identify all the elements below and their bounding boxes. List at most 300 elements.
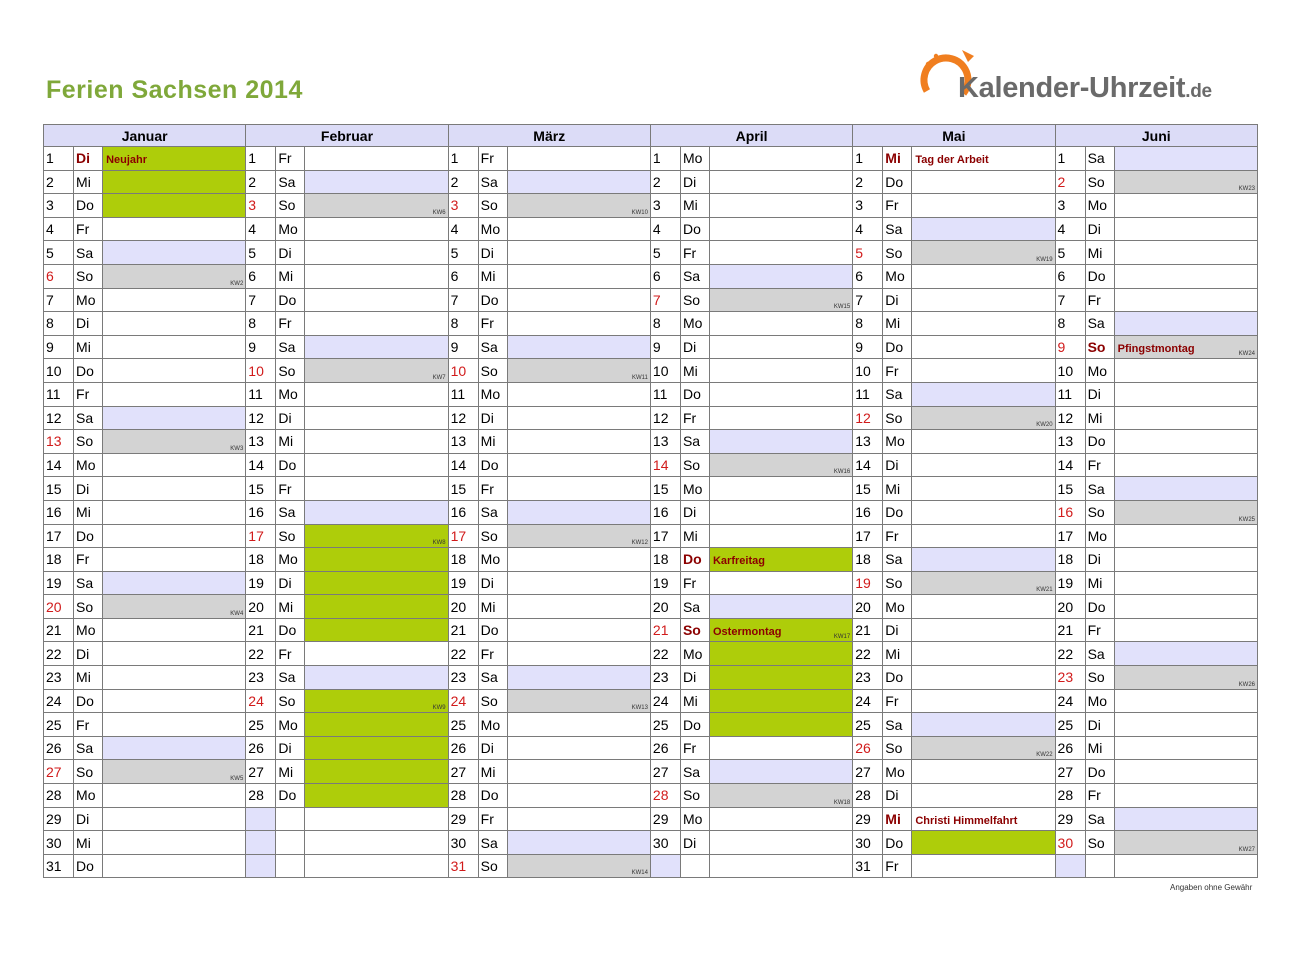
weekday: Do: [883, 335, 912, 359]
day-number: 23: [650, 666, 680, 690]
day-note: [912, 382, 1055, 406]
week-number-label: KW15: [833, 304, 851, 311]
day-number: 1: [650, 147, 680, 171]
weekday: Mo: [478, 382, 507, 406]
weekday: Do: [883, 500, 912, 524]
day-number: 20: [1055, 595, 1085, 619]
weekday: So: [74, 430, 103, 454]
day-note: [507, 618, 650, 642]
disclaimer-note: Angaben ohne Gewähr: [1170, 883, 1253, 892]
weekday: Mi: [680, 524, 709, 548]
vacation-cell: [305, 548, 448, 572]
weekday: Di: [680, 335, 709, 359]
empty-cell: [276, 854, 305, 878]
weekday: Do: [680, 713, 709, 737]
day-number: 11: [650, 382, 680, 406]
day-number: 16: [1055, 500, 1085, 524]
week-number-label: KW27: [1238, 846, 1255, 853]
day-note: [912, 713, 1055, 737]
week-number-label: KW24: [1238, 351, 1255, 358]
day-number: 6: [246, 264, 276, 288]
day-number: 11: [44, 382, 74, 406]
day-number: 23: [448, 666, 478, 690]
weekday: Di: [74, 312, 103, 336]
day-number: 21: [44, 618, 74, 642]
weekday: Mo: [74, 784, 103, 808]
day-note: [709, 194, 852, 218]
day-note: [103, 736, 246, 760]
day-number: 13: [650, 430, 680, 454]
weekday: Mo: [74, 453, 103, 477]
day-note: [1114, 571, 1257, 595]
day-number: 2: [448, 170, 478, 194]
weekday: Mi: [680, 359, 709, 383]
day-note: [305, 500, 448, 524]
day-number: 22: [246, 642, 276, 666]
day-note: [912, 359, 1055, 383]
weekday: Sa: [74, 241, 103, 265]
weekday: Di: [74, 642, 103, 666]
day-number: 8: [44, 312, 74, 336]
weekday: Mo: [478, 713, 507, 737]
logo-main: Kalender-Uhrzeit: [958, 72, 1186, 104]
weekday: Do: [74, 854, 103, 878]
weekday: Di: [276, 736, 305, 760]
day-number: 13: [246, 430, 276, 454]
holiday-day-number: 18: [650, 548, 680, 572]
day-number: 15: [246, 477, 276, 501]
day-note: [103, 618, 246, 642]
day-note: [709, 807, 852, 831]
weekday: Mi: [478, 760, 507, 784]
day-note: [912, 312, 1055, 336]
day-number: 12: [44, 406, 74, 430]
day-number: 23: [246, 666, 276, 690]
day-note: [912, 194, 1055, 218]
day-number: 20: [650, 595, 680, 619]
weekday: Fr: [74, 548, 103, 572]
day-note: [103, 571, 246, 595]
day-number: 3: [1055, 194, 1085, 218]
weekday: Do: [478, 288, 507, 312]
weekday: Fr: [1085, 453, 1114, 477]
day-note: [1114, 477, 1257, 501]
weekday: So: [680, 453, 709, 477]
weekday: Sa: [74, 406, 103, 430]
day-note: [305, 406, 448, 430]
day-number: 25: [44, 713, 74, 737]
weekday: Mo: [276, 713, 305, 737]
week-number-label: KW7: [432, 374, 446, 381]
day-number: 2: [246, 170, 276, 194]
day-number: 7: [1055, 288, 1085, 312]
weekday: So: [74, 264, 103, 288]
day-note: [1114, 642, 1257, 666]
day-note: [103, 335, 246, 359]
weekday: Mi: [883, 477, 912, 501]
vacation-cell: [305, 713, 448, 737]
day-number: 30: [448, 831, 478, 855]
holiday-name: Tag der Arbeit: [915, 154, 989, 167]
weekday: Mo: [680, 477, 709, 501]
weekday: Do: [680, 382, 709, 406]
weekday: Sa: [276, 335, 305, 359]
day-number: 10: [448, 359, 478, 383]
day-number: 10: [1055, 359, 1085, 383]
day-row: [44, 430, 1258, 454]
day-number: 3: [853, 194, 883, 218]
weekday: Mi: [478, 595, 507, 619]
weekday: Di: [883, 618, 912, 642]
day-number: 16: [448, 500, 478, 524]
day-number: 3: [448, 194, 478, 218]
day-number: 8: [650, 312, 680, 336]
weekday: So: [74, 760, 103, 784]
day-number: 27: [448, 760, 478, 784]
weekday: Fr: [680, 736, 709, 760]
page-title: Ferien Sachsen 2014: [46, 76, 303, 104]
weekday: Do: [680, 217, 709, 241]
weekday: Di: [1085, 713, 1114, 737]
day-note: [709, 831, 852, 855]
weekday: Fr: [883, 689, 912, 713]
day-note: [1114, 312, 1257, 336]
day-number: 31: [448, 854, 478, 878]
weekday: Di: [1085, 217, 1114, 241]
day-number: 5: [1055, 241, 1085, 265]
weekday: Mi: [74, 666, 103, 690]
weekday: Mo: [680, 807, 709, 831]
day-note: [305, 666, 448, 690]
weekday: Sa: [276, 500, 305, 524]
weekday: Sa: [680, 430, 709, 454]
weekday: Sa: [74, 736, 103, 760]
day-number: 8: [853, 312, 883, 336]
day-number: 8: [1055, 312, 1085, 336]
empty-cell: [276, 807, 305, 831]
day-number: 20: [246, 595, 276, 619]
day-number: 14: [448, 453, 478, 477]
weekday: Do: [1085, 595, 1114, 619]
empty-cell: [709, 854, 852, 878]
holiday-cell: [709, 548, 852, 572]
day-note: [1114, 147, 1257, 171]
day-note: [1114, 430, 1257, 454]
weekday: So: [883, 736, 912, 760]
weekday: Do: [883, 831, 912, 855]
day-note: [507, 854, 650, 878]
logo-tld: .de: [1185, 81, 1212, 102]
weekday: Sa: [478, 831, 507, 855]
day-number: 3: [650, 194, 680, 218]
day-note: [507, 359, 650, 383]
day-note: [103, 642, 246, 666]
day-number: 6: [1055, 264, 1085, 288]
day-number: 10: [246, 359, 276, 383]
day-note: [709, 359, 852, 383]
day-note: [1114, 170, 1257, 194]
week-number-label: KW25: [1238, 516, 1255, 523]
weekday: Fr: [276, 312, 305, 336]
day-number: 7: [448, 288, 478, 312]
week-number-label: KW5: [230, 776, 244, 783]
weekday: Sa: [1085, 642, 1114, 666]
day-note: [912, 335, 1055, 359]
day-note: [103, 430, 246, 454]
vacation-cell: [305, 618, 448, 642]
day-note: [709, 430, 852, 454]
day-number: 5: [650, 241, 680, 265]
day-number: 10: [44, 359, 74, 383]
weekday: Fr: [883, 359, 912, 383]
day-note: [709, 382, 852, 406]
day-number: 4: [1055, 217, 1085, 241]
weekday: Mi: [478, 430, 507, 454]
day-number: 12: [246, 406, 276, 430]
weekday: Sa: [883, 713, 912, 737]
week-number-label: KW12: [631, 540, 648, 547]
empty-cell: [1055, 854, 1085, 878]
weekday: So: [478, 359, 507, 383]
day-note: [305, 335, 448, 359]
day-note: [103, 689, 246, 713]
day-note: [1114, 736, 1257, 760]
empty-cell: [246, 831, 276, 855]
vacation-cell: [709, 666, 852, 690]
weekday: Mo: [883, 760, 912, 784]
day-number: 16: [246, 500, 276, 524]
day-row: [44, 618, 1258, 642]
weekday: Di: [478, 241, 507, 265]
day-note: [709, 477, 852, 501]
day-number: 30: [853, 831, 883, 855]
weekday: Sa: [276, 666, 305, 690]
weekday: Mi: [276, 264, 305, 288]
weekday: Sa: [276, 170, 305, 194]
day-note: [912, 642, 1055, 666]
weekday: Di: [74, 477, 103, 501]
day-note: [912, 736, 1055, 760]
day-number: 7: [853, 288, 883, 312]
day-note: [305, 642, 448, 666]
day-note: [305, 217, 448, 241]
day-row: [44, 312, 1258, 336]
vacation-cell: [305, 760, 448, 784]
day-number: 17: [853, 524, 883, 548]
weekday: Sa: [883, 217, 912, 241]
day-note: [912, 217, 1055, 241]
month-header: Februar: [246, 125, 448, 147]
day-row: [44, 571, 1258, 595]
day-note: [709, 571, 852, 595]
day-note: [103, 831, 246, 855]
weekday: Mo: [680, 312, 709, 336]
holiday-cell: [912, 807, 1055, 831]
day-note: [103, 312, 246, 336]
week-number-label: KW6: [432, 209, 446, 216]
day-number: 7: [246, 288, 276, 312]
weekday: Do: [276, 453, 305, 477]
day-number: 17: [448, 524, 478, 548]
day-note: [1114, 453, 1257, 477]
day-note: [709, 524, 852, 548]
day-note: [709, 264, 852, 288]
day-number: 8: [448, 312, 478, 336]
day-number: 12: [448, 406, 478, 430]
day-number: 26: [44, 736, 74, 760]
day-number: 11: [1055, 382, 1085, 406]
day-note: [507, 312, 650, 336]
holiday-weekday: So: [680, 618, 709, 642]
weekday: Di: [478, 406, 507, 430]
day-number: 25: [448, 713, 478, 737]
weekday: So: [276, 689, 305, 713]
day-number: 21: [853, 618, 883, 642]
weekday: Fr: [74, 713, 103, 737]
weekday: Sa: [478, 500, 507, 524]
weekday: Mo: [680, 147, 709, 171]
day-number: 4: [246, 217, 276, 241]
day-note: [507, 406, 650, 430]
day-note: [912, 595, 1055, 619]
empty-cell: [1114, 854, 1257, 878]
day-number: 10: [853, 359, 883, 383]
day-row: [44, 784, 1258, 808]
day-note: [507, 241, 650, 265]
weekday: Sa: [1085, 312, 1114, 336]
day-number: 4: [853, 217, 883, 241]
day-row: [44, 406, 1258, 430]
day-number: 15: [650, 477, 680, 501]
day-number: 21: [1055, 618, 1085, 642]
weekday: So: [74, 595, 103, 619]
weekday: So: [680, 288, 709, 312]
weekday: Mi: [680, 194, 709, 218]
day-note: [912, 477, 1055, 501]
day-number: 28: [246, 784, 276, 808]
day-number: 7: [44, 288, 74, 312]
day-row: [44, 831, 1258, 855]
day-number: 12: [1055, 406, 1085, 430]
weekday: Sa: [478, 335, 507, 359]
day-number: 11: [448, 382, 478, 406]
weekday: So: [276, 194, 305, 218]
day-number: 12: [650, 406, 680, 430]
holiday-day-number: 1: [44, 147, 74, 171]
day-number: 6: [853, 264, 883, 288]
weekday: Mi: [276, 595, 305, 619]
weekday: Mi: [1085, 736, 1114, 760]
weekday: Mi: [1085, 241, 1114, 265]
weekday: Fr: [1085, 618, 1114, 642]
day-number: 2: [44, 170, 74, 194]
weekday: So: [1085, 500, 1114, 524]
day-row: [44, 854, 1258, 878]
calendar-table: [43, 124, 1258, 878]
day-note: [912, 548, 1055, 572]
weekday: Di: [883, 453, 912, 477]
day-note: [1114, 288, 1257, 312]
day-note: [507, 760, 650, 784]
weekday: Di: [680, 666, 709, 690]
weekday: So: [883, 406, 912, 430]
day-number: 14: [1055, 453, 1085, 477]
day-row: [44, 453, 1258, 477]
day-note: [507, 264, 650, 288]
weekday: Mo: [883, 430, 912, 454]
day-number: 1: [246, 147, 276, 171]
weekday: Mi: [478, 264, 507, 288]
day-number: 14: [44, 453, 74, 477]
day-note: [103, 264, 246, 288]
weekday: Fr: [883, 194, 912, 218]
day-note: [912, 666, 1055, 690]
day-note: [1114, 713, 1257, 737]
weekday: Di: [478, 571, 507, 595]
day-note: [709, 784, 852, 808]
week-number-label: KW9: [432, 705, 446, 712]
weekday: Sa: [478, 666, 507, 690]
holiday-day-number: 1: [853, 147, 883, 171]
day-number: 4: [44, 217, 74, 241]
holiday-weekday: So: [1085, 335, 1114, 359]
day-note: [507, 382, 650, 406]
weekday: So: [1085, 831, 1114, 855]
weekday: Mi: [276, 430, 305, 454]
weekday: Mi: [1085, 406, 1114, 430]
day-number: 3: [246, 194, 276, 218]
weekday: Fr: [478, 477, 507, 501]
weekday: Do: [74, 524, 103, 548]
empty-cell: [276, 831, 305, 855]
day-note: [507, 642, 650, 666]
day-note: [103, 217, 246, 241]
weekday: Mo: [276, 382, 305, 406]
weekday: Mo: [883, 264, 912, 288]
day-note: [103, 595, 246, 619]
day-number: 14: [853, 453, 883, 477]
day-note: [912, 264, 1055, 288]
day-number: 13: [1055, 430, 1085, 454]
weekday: Do: [1085, 264, 1114, 288]
weekday: Fr: [883, 854, 912, 878]
day-note: [507, 807, 650, 831]
day-note: [912, 406, 1055, 430]
day-number: 21: [448, 618, 478, 642]
day-note: [103, 524, 246, 548]
weekday: Mo: [1085, 194, 1114, 218]
weekday: Sa: [680, 760, 709, 784]
week-number-label: KW19: [1036, 256, 1053, 263]
day-note: [912, 288, 1055, 312]
day-number: 23: [1055, 666, 1085, 690]
weekday: Di: [1085, 548, 1114, 572]
day-note: [103, 359, 246, 383]
weekday: Mo: [74, 618, 103, 642]
weekday: So: [883, 241, 912, 265]
day-note: [912, 854, 1055, 878]
day-number: 26: [448, 736, 478, 760]
day-note: [305, 312, 448, 336]
day-note: [1114, 524, 1257, 548]
day-number: 11: [853, 382, 883, 406]
day-number: 22: [853, 642, 883, 666]
weekday: Do: [74, 194, 103, 218]
day-number: 8: [246, 312, 276, 336]
holiday-name: Christi Himmelfahrt: [915, 814, 1018, 827]
day-number: 17: [44, 524, 74, 548]
day-row: [44, 524, 1258, 548]
